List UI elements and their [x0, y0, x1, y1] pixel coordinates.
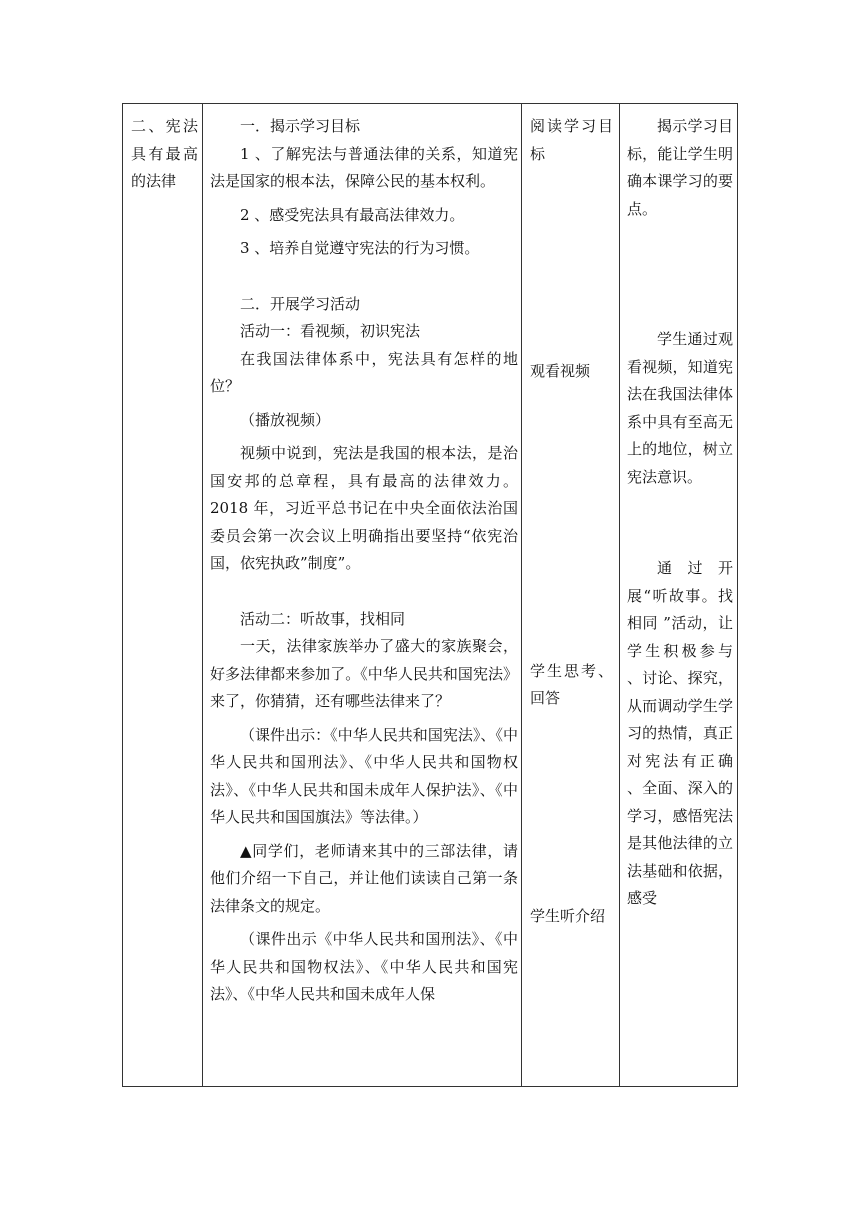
- goals-heading: 一．揭示学习目标: [240, 117, 361, 135]
- student-activity-2: 观看视频: [530, 362, 591, 380]
- intent-1: 揭示学习目标，能让学生明确本课学习的要点。: [627, 117, 733, 218]
- intent-column: [619, 104, 739, 1086]
- process-column: [202, 104, 521, 1086]
- section-column: [123, 104, 202, 1086]
- lesson-plan-table: [122, 103, 738, 1087]
- student-activity-4: 学生听介绍: [530, 906, 606, 925]
- student-column: [521, 104, 619, 1086]
- goal-item-2: 2 、感受宪法具有最高法律效力。: [240, 205, 465, 224]
- intent-2: 学生通过观看视频，知道宪法在我国法律体系中具有至高无上的地位，树立宪法意识。: [627, 330, 733, 486]
- activity-2-story: 一天，法律家族举办了盛大的家族聚会，好多法律都来参加了。《中华人民共和国宪法》来了，你猜猜，还有哪些法律来了？: [210, 637, 518, 710]
- activity-2-courseware-2: （课件出示《中华人民共和国刑法》、《中华人民共和国物权法》、《中华人民共和国宪法》、《中华人民共和国未成年人保: [210, 930, 518, 1003]
- goal-item-3: 3 、培养自觉遵守宪法的行为习惯。: [240, 239, 480, 257]
- activity-1-title: 活动一：看视频，初识宪法: [240, 322, 421, 340]
- activity-1-text: 视频中说到，宪法是我国的根本法，是治国安邦的总章程，具有最高的法律效力。2018 年，习近平总书记在中央全面依法治国委员会第一次会议上明确指出要坚持“依宪治国，依宪执政”制度”。: [210, 444, 518, 572]
- student-activity-1: 阅读学习目标: [530, 117, 613, 163]
- intent-3: 通过开展“听故事。找相同 ”活动，让学生积极参与 、讨论、探究，从而调动学生学习的热情，真正对宪法有正确 、全面、深入的学习，感悟宪法是其他法律的立法基础和依据，感受: [627, 559, 733, 907]
- activities-heading: 二．开展学习活动: [240, 294, 361, 313]
- section-title: 二、宪法具有最高的法律: [131, 117, 198, 190]
- student-activity-3: 学生思考、回答: [530, 661, 613, 707]
- activity-1-play: （播放视频）: [240, 410, 331, 429]
- activity-1-question: 在我国法律体系中，宪法具有怎样的地位？: [210, 349, 518, 395]
- activity-2-invite: ▲同学们，老师请来其中的三部法律，请他们介绍一下自己，并让他们读读自己第一条法律条文的规定。: [210, 841, 518, 915]
- goal-item-1: 1 、了解宪法与普通法律的关系，知道宪法是国家的根本法，保障公民的基本权利。: [210, 144, 518, 190]
- activity-2-title: 活动二：听故事，找相同: [240, 609, 406, 628]
- activity-2-courseware: （课件出示：《中华人民共和国宪法》、《中华人民共和国刑法》、《中华人民共和国物权法》、《中华人民共和国未成年人保护法》、《中华人民共和国国旗法》等法律。）: [210, 725, 518, 826]
